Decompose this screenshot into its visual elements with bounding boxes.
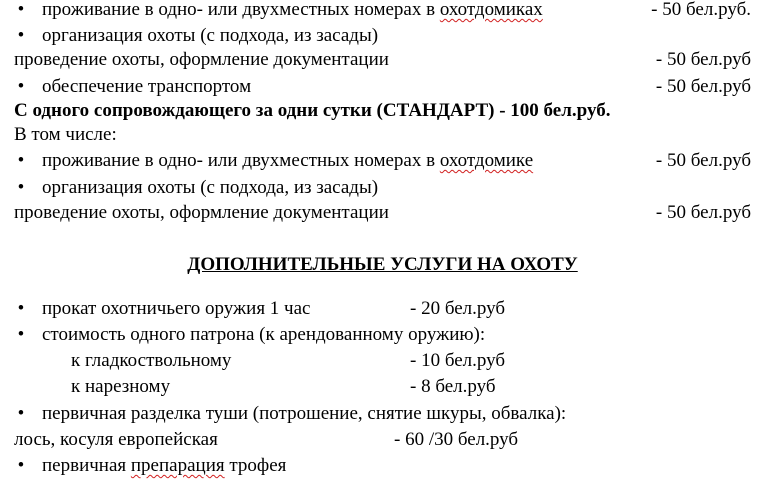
service-text: первичная разделка туши (потрошение, снятие шкуры, обвалка):	[42, 403, 567, 424]
service-text: организация охоты (с подхода, из засады)	[42, 25, 379, 46]
service-text: лось, косуля европейская	[14, 429, 218, 450]
price: - 50 бел.руб	[655, 202, 751, 223]
bullet-glyph: •	[17, 403, 25, 424]
service-text: первичная	[42, 455, 131, 476]
misspelled-word: препарация	[130, 455, 225, 476]
price: - 60 /30 бел.руб	[394, 429, 519, 450]
service-line	[14, 175, 751, 201]
service-line	[14, 47, 751, 73]
service-line	[14, 427, 751, 453]
price: - 50 бел.руб	[655, 49, 751, 70]
service-text: проведение охоты, оформление документации	[14, 49, 389, 70]
price: - 50 бел.руб	[655, 76, 751, 97]
misspelled-word: охотдомиках	[439, 0, 543, 20]
bullet-glyph: •	[17, 150, 25, 171]
bullet-glyph: •	[17, 455, 25, 476]
service-line	[14, 148, 751, 174]
service-text: прокат охотничьего оружия 1 час	[42, 298, 311, 319]
service-line	[14, 23, 751, 49]
service-line	[14, 322, 751, 348]
misspelled-word: охотдомике	[439, 150, 534, 171]
service-text: к нарезному	[71, 376, 171, 397]
service-line	[14, 374, 751, 400]
subheading: В том числе:	[14, 124, 117, 145]
bullet-glyph: •	[17, 324, 25, 345]
bullet-glyph: •	[17, 25, 25, 46]
price: - 10 бел.руб	[410, 350, 506, 371]
bullet-glyph: •	[17, 0, 25, 20]
section-heading: ДОПОЛНИТЕЛЬНЫЕ УСЛУГИ НА ОХОТУ	[187, 254, 578, 275]
package-title: С одного сопровождающего за одни сутки (СТАНДАРТ) - 100 бел.руб.	[14, 100, 611, 121]
price: - 50 бел.руб.	[651, 0, 751, 20]
bullet-glyph: •	[17, 298, 25, 319]
price: - 8 бел.руб	[410, 376, 496, 397]
service-line	[14, 296, 751, 322]
service-line	[14, 200, 751, 226]
service-line	[14, 74, 751, 100]
bullet-glyph: •	[17, 177, 25, 198]
service-text: проживание в одно- или двухместных номерах в	[42, 150, 440, 171]
service-line	[14, 0, 751, 23]
bullet-glyph: •	[17, 76, 25, 97]
service-line	[14, 453, 751, 479]
service-line	[14, 348, 751, 374]
price: - 20 бел.руб	[410, 298, 506, 319]
service-text: стоимость одного патрона (к арендованному оружию):	[42, 324, 486, 345]
service-text: организация охоты (с подхода, из засады)	[42, 177, 379, 198]
service-text: проведение охоты, оформление документации	[14, 202, 389, 223]
service-text: трофея	[224, 455, 287, 476]
service-text: проживание в одно- или двухместных номерах в	[42, 0, 440, 20]
price: - 50 бел.руб	[655, 150, 751, 171]
service-line	[14, 401, 751, 427]
service-text: обеспечение транспортом	[42, 76, 252, 97]
service-text: к гладкоствольному	[71, 350, 232, 371]
